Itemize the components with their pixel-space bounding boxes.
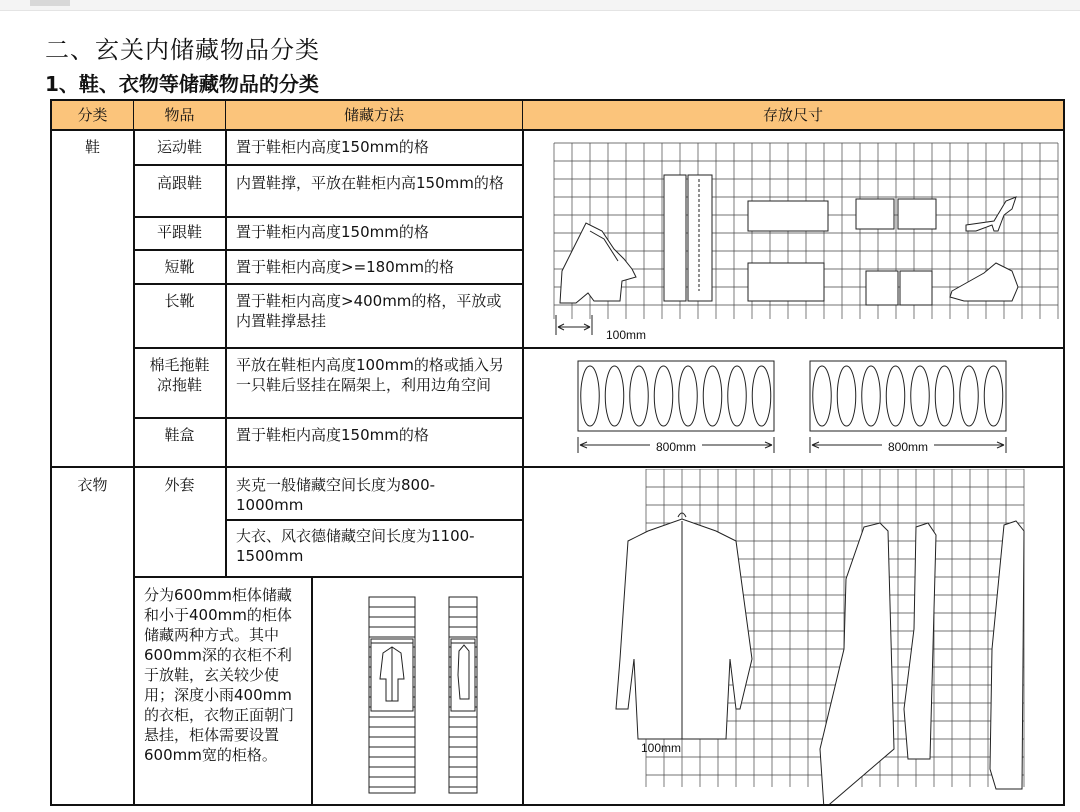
slipper-icon <box>960 366 979 426</box>
shoe-grid-figure <box>524 131 1062 345</box>
rule <box>133 417 523 419</box>
method-long-boots: 置于鞋柜内高度>400mm的格，平放或内置鞋撑悬挂 <box>236 292 502 330</box>
category-clothes: 衣物 <box>77 476 108 494</box>
item-slippers: 棉毛拖鞋 凉拖鞋 <box>149 356 210 394</box>
method-ankle-boots: 置于鞋柜内高度>=180mm的格 <box>236 258 454 276</box>
method-slippers: 平放在鞋柜内高度100mm的格或插入另一只鞋后竖挂在隔架上，利用边角空间 <box>236 356 504 394</box>
jacket-on-hanger-icon <box>616 519 752 739</box>
long-coat-icon <box>820 523 894 804</box>
category-shoes: 鞋 <box>84 138 100 156</box>
method-jacket: 夹克一般储藏空间长度为800-1000mm <box>236 476 436 514</box>
method-sneakers: 置于鞋柜内高度150mm的格 <box>236 138 429 156</box>
slipper-icon <box>581 366 600 426</box>
scale-arrow-100mm <box>556 315 592 335</box>
item-flats: 平跟鞋 <box>156 223 202 241</box>
slipper-icon <box>935 366 954 426</box>
sneaker-sole-left-icon <box>866 271 898 305</box>
rule <box>225 129 227 578</box>
header-category: 分类 <box>52 101 134 129</box>
slipper-icon <box>837 366 856 426</box>
slipper-icon <box>679 366 698 426</box>
rule <box>133 164 523 166</box>
slipper-icon <box>630 366 649 426</box>
slipper-icon <box>654 366 673 426</box>
wardrobe-elevation-figure <box>314 579 520 801</box>
storage-table <box>50 99 1065 806</box>
item-long-boots: 长靴 <box>164 292 195 310</box>
short-coat-icon <box>904 523 936 759</box>
method-shoe-box: 置于鞋柜内高度150mm的格 <box>236 426 429 444</box>
trench-coat-icon <box>990 521 1024 789</box>
slipper-icon <box>703 366 722 426</box>
high-heel-icon <box>966 197 1016 231</box>
rule <box>133 576 523 578</box>
shoe-grid-scale-label: 100mm <box>606 328 647 342</box>
header-size: 存放尺寸 <box>523 101 1063 129</box>
slipper-figure <box>524 349 1062 464</box>
slipper-icon <box>911 366 930 426</box>
slipper-right-scale-label: 800mm <box>887 440 929 454</box>
long-boot-right-icon <box>688 175 712 301</box>
tab-mark <box>30 0 70 6</box>
subsection-title: 1、鞋、衣物等储藏物品的分类 <box>45 72 319 96</box>
sneaker-pair-icon <box>748 201 828 231</box>
sneaker-sole-right-icon <box>900 271 932 305</box>
rule <box>133 216 523 218</box>
slipper-icon <box>984 366 1003 426</box>
header-method: 储藏方法 <box>226 101 523 129</box>
item-high-heels: 高跟鞋 <box>156 174 202 192</box>
method-overcoat: 大衣、风衣德储藏空间长度为1100-1500mm <box>236 527 475 565</box>
slipper-rack-left <box>578 361 774 431</box>
rule <box>52 466 1063 468</box>
slipper-icon <box>605 366 624 426</box>
coat-grid-scale-label: 100mm <box>641 741 682 755</box>
slipper-icon <box>862 366 881 426</box>
slipper-icon <box>813 366 832 426</box>
slipper-icon <box>886 366 905 426</box>
rule <box>311 576 313 804</box>
item-ankle-boots: 短靴 <box>164 258 195 276</box>
slipper-rack-right <box>810 361 1006 431</box>
header-item: 物品 <box>134 101 226 129</box>
rule <box>133 249 523 251</box>
window-top-strip <box>0 0 1080 11</box>
slipper-left-scale-label: 800mm <box>655 440 697 454</box>
coat-grid-figure <box>524 469 1062 804</box>
method-high-heels: 内置鞋撑，平放在鞋柜内高150mm的格 <box>236 174 504 192</box>
item-coat: 外套 <box>164 476 195 494</box>
item-sneakers: 运动鞋 <box>156 138 202 156</box>
method-flats: 置于鞋柜内高度150mm的格 <box>236 223 429 241</box>
section-title: 二、玄关内储藏物品分类 <box>45 36 320 64</box>
sneaker-top-right-icon <box>898 199 936 229</box>
clothes-note: 分为600mm柜体储藏和小于400mm的柜体储藏两种方式。其中600mm深的衣柜不利于放鞋，玄关较少使用；深度小雨400mm的衣柜，衣物正面朝门悬挂，柜体需要设置600mm宽的柜格。 <box>144 586 295 764</box>
rule <box>133 283 523 285</box>
slipper-icon <box>728 366 747 426</box>
sneaker-top-left-icon <box>856 199 894 229</box>
shoe-box-icon <box>748 263 824 301</box>
long-boot-left-icon <box>664 175 686 301</box>
rule <box>225 519 523 521</box>
slipper-icon <box>752 366 771 426</box>
item-shoe-box: 鞋盒 <box>164 426 195 444</box>
